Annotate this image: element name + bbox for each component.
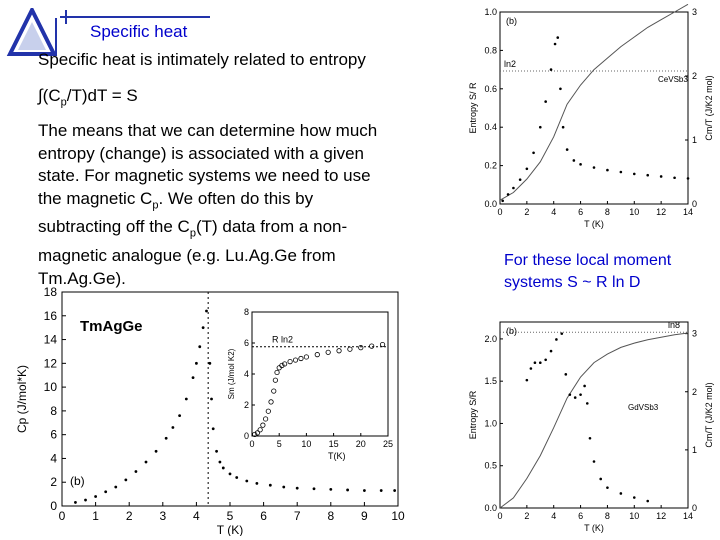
paragraph-line-2: entropy (change) is associated with a given <box>38 143 365 163</box>
note-line-1: For these local moment <box>504 252 672 269</box>
cm-over-t-point <box>534 361 537 364</box>
cp-point <box>202 326 205 329</box>
cm-over-t-point <box>539 361 542 364</box>
x-tick-label: 0 <box>497 207 503 217</box>
cm-over-t-point <box>544 100 547 103</box>
y-left-tick-label: 2.0 <box>484 333 497 344</box>
cm-over-t-point <box>620 171 623 174</box>
formula-subscript: p <box>60 96 67 109</box>
cp-point <box>393 489 396 492</box>
cm-over-t-point <box>573 159 576 162</box>
x-tick-label: 12 <box>656 511 667 521</box>
cm-over-t-point <box>555 338 558 341</box>
cevsb3-entropy-chart <box>462 4 718 236</box>
x-tick-label: 8 <box>604 511 610 521</box>
x-tick-label: 6 <box>578 511 584 521</box>
entropy-formula <box>38 86 138 108</box>
entropy-reference-label: ln8 <box>668 320 681 331</box>
cp-point <box>282 486 285 489</box>
slide-title: Specific heat <box>90 22 188 41</box>
y-tick-label: 0 <box>50 499 57 513</box>
cm-over-t-point <box>660 175 663 178</box>
cp-point <box>124 478 127 481</box>
cm-over-t-point <box>574 396 577 399</box>
cp-point <box>269 484 272 487</box>
inset-y-tick-label: 2 <box>243 400 249 410</box>
sample-label: CeVSb3 <box>658 75 688 84</box>
y-tick-label: 12 <box>43 356 57 371</box>
inset-y-tick-label: 4 <box>243 369 249 379</box>
cp-point <box>114 486 117 489</box>
entropy-curve <box>500 333 688 508</box>
cm-over-t-point <box>562 126 565 129</box>
y-right-tick-label: 0 <box>692 503 698 513</box>
cm-over-t-point <box>559 88 562 91</box>
cp-point <box>219 461 222 464</box>
x-tick-label: 6 <box>260 509 267 523</box>
cm-over-t-point <box>583 385 586 388</box>
cp-point <box>145 461 148 464</box>
p5-post: (T) data from a non- <box>195 217 348 237</box>
cm-over-t-point <box>646 174 649 177</box>
y-left-tick-label: 0.8 <box>484 45 497 56</box>
cm-over-t-point <box>633 173 636 176</box>
inset-x-tick-label: 5 <box>276 439 282 449</box>
x-tick-label: 3 <box>159 509 167 523</box>
p5-pre: subtracting off the C <box>38 217 190 237</box>
cm-over-t-point <box>569 393 572 396</box>
cm-over-t-point <box>593 166 596 169</box>
inset-x-tick-label: 0 <box>249 439 255 449</box>
cm-over-t-point <box>519 178 522 181</box>
plot-frame <box>500 12 688 204</box>
y-right-axis-label: Cm/T (J/K2 mol) <box>704 382 714 448</box>
y-left-axis-label: Entropy S/ R <box>468 82 478 134</box>
y-right-tick-label: 3 <box>692 7 698 17</box>
cm-over-t-point <box>556 36 559 39</box>
slide-subtitle: Specific heat is intimately related to entropy <box>38 50 366 69</box>
tmagge-specific-heat-chart <box>8 284 410 536</box>
cp-point <box>212 427 215 430</box>
cp-point <box>215 450 218 453</box>
y-right-axis-label: Cm/T (J/K2 mol) <box>704 75 714 141</box>
cm-over-t-point <box>606 169 609 172</box>
cm-over-t-point <box>550 68 553 71</box>
inset-y-tick-label: 8 <box>243 307 249 317</box>
x-tick-label: 9 <box>361 509 368 523</box>
inset-x-tick-label: 10 <box>301 439 312 449</box>
cp-point <box>313 487 316 490</box>
cm-over-t-point <box>687 177 690 180</box>
paragraph-line-5 <box>38 216 458 245</box>
y-right-tick-label: 1 <box>692 444 698 455</box>
inset-y-tick-label: 0 <box>243 431 249 441</box>
inset-x-tick-label: 20 <box>355 439 366 449</box>
x-tick-label: 10 <box>629 207 640 217</box>
cp-point <box>235 476 238 479</box>
x-tick-label: 2 <box>125 509 133 523</box>
cm-over-t-point <box>554 43 557 46</box>
cp-point <box>165 437 168 440</box>
cp-point <box>155 450 158 453</box>
paragraph-line-3: state. For magnetic systems we need to use <box>38 166 371 185</box>
cm-over-t-point <box>565 373 568 376</box>
y-right-tick-label: 0 <box>692 199 698 209</box>
paragraph-line-7: Tm.Ag.Ge). <box>38 268 126 288</box>
cp-point <box>208 362 211 365</box>
x-tick-label: 0 <box>497 511 503 521</box>
x-tick-label: 8 <box>604 207 610 217</box>
cm-over-t-point <box>526 379 529 382</box>
y-right-tick-label: 2 <box>692 71 698 81</box>
p4-pre: the magnetic C <box>38 188 153 208</box>
cm-over-t-point <box>593 460 596 463</box>
cp-point <box>195 362 198 365</box>
cp-point <box>222 467 225 470</box>
x-tick-label: 2 <box>524 207 530 217</box>
sample-label: TmAgGe <box>80 318 143 335</box>
entropy-curve <box>500 4 688 200</box>
paragraph-line-6: magnetic analogue (e.g. Lu.Ag.Ge from <box>38 246 336 266</box>
sample-label: GdVSb3 <box>628 403 659 412</box>
x-tick-label: 5 <box>226 509 234 523</box>
cp-point <box>205 310 208 313</box>
panel-label: (b) <box>506 16 517 26</box>
paragraph-line-4 <box>38 188 458 217</box>
inset-x-label: T(K) <box>328 451 346 461</box>
cm-over-t-point <box>599 478 602 481</box>
formula-part-1: ∫(C <box>38 86 61 105</box>
x-tick-label: 1 <box>92 509 99 523</box>
note-line-2: systems S ~ R ln D <box>504 274 641 291</box>
x-tick-label: 0 <box>58 509 66 523</box>
cp-point <box>94 495 97 498</box>
x-tick-label: 4 <box>551 207 557 217</box>
y-tick-label: 16 <box>43 308 57 323</box>
cm-over-t-point <box>532 152 535 155</box>
y-left-tick-label: 1.5 <box>484 376 497 387</box>
cp-point <box>84 499 87 502</box>
y-tick-label: 2 <box>50 475 57 490</box>
y-left-tick-label: 0.4 <box>484 122 497 133</box>
cp-point <box>229 473 232 476</box>
y-tick-label: 6 <box>50 427 57 442</box>
cp-point <box>363 489 366 492</box>
local-moment-note <box>504 250 671 294</box>
cm-over-t-point <box>526 168 529 171</box>
cp-point <box>74 501 77 504</box>
y-right-tick-label: 1 <box>692 135 698 145</box>
inset-y-label: Sm (J/mol K2) <box>227 348 236 400</box>
x-axis-label: T (K) <box>216 523 244 536</box>
cm-over-t-point <box>530 367 533 370</box>
cp-point <box>210 398 213 401</box>
x-axis-label: T (K) <box>584 219 604 229</box>
cm-over-t-point <box>673 176 676 179</box>
cp-point <box>255 482 258 485</box>
cm-over-t-point <box>544 358 547 361</box>
cm-over-t-point <box>507 193 510 196</box>
y-left-tick-label: 0.5 <box>484 460 497 471</box>
cp-point <box>380 489 383 492</box>
formula-part-2: /T)dT = S <box>66 86 138 105</box>
inset-x-tick-label: 25 <box>382 439 394 449</box>
cm-over-t-point <box>646 500 649 503</box>
entropy-reference-label: ln2 <box>504 58 517 69</box>
x-tick-label: 10 <box>391 509 405 523</box>
y-axis-label: Cp (J/mol*K) <box>15 364 29 434</box>
x-tick-label: 12 <box>656 207 667 217</box>
cm-over-t-point <box>579 393 582 396</box>
plot-frame <box>500 322 688 508</box>
x-tick-label: 4 <box>193 509 200 523</box>
cp-point <box>296 487 299 490</box>
cm-over-t-point <box>566 148 569 151</box>
cp-point <box>178 414 181 417</box>
body-paragraph <box>38 120 458 290</box>
y-right-tick-label: 2 <box>692 386 698 397</box>
cm-over-t-point <box>501 200 504 203</box>
cp-point <box>198 345 201 348</box>
cp-point <box>135 470 138 473</box>
cp-point <box>346 489 349 492</box>
cm-over-t-point <box>586 402 589 405</box>
y-tick-label: 8 <box>50 403 57 418</box>
x-tick-label: 7 <box>293 509 301 523</box>
cm-over-t-point <box>620 492 623 495</box>
cm-over-t-point <box>633 496 636 499</box>
paragraph-line-1: The means that we can determine how much <box>38 121 378 140</box>
x-tick-label: 14 <box>682 207 694 217</box>
cp-point <box>192 376 195 379</box>
cp-point <box>329 488 332 491</box>
cm-over-t-point <box>539 126 542 129</box>
y-left-tick-label: 0.0 <box>484 503 497 513</box>
y-left-tick-label: 0.2 <box>484 160 497 171</box>
p4-post: . We often do this by <box>158 188 314 208</box>
y-tick-label: 18 <box>43 285 57 299</box>
y-left-axis-label: Entropy S/R <box>468 390 478 440</box>
cm-over-t-point <box>512 187 515 190</box>
inset-y-tick-label: 6 <box>243 338 249 348</box>
y-left-tick-label: 1.0 <box>484 7 497 17</box>
cp-point <box>245 480 248 483</box>
y-tick-label: 10 <box>43 380 57 395</box>
p4-sub: p <box>152 198 159 211</box>
x-tick-label: 6 <box>578 207 584 217</box>
cp-point <box>185 398 188 401</box>
y-tick-label: 14 <box>43 332 57 347</box>
cm-over-t-point <box>589 437 592 440</box>
cm-over-t-point <box>550 350 553 353</box>
cp-point <box>104 490 107 493</box>
y-left-tick-label: 1.0 <box>484 418 497 429</box>
x-tick-label: 10 <box>629 511 640 521</box>
x-axis-label: T (K) <box>584 523 604 533</box>
inset-x-tick-label: 15 <box>328 439 339 449</box>
y-left-tick-label: 0.6 <box>484 83 497 94</box>
inset-rln2-label: R ln2 <box>272 334 294 345</box>
p5-sub: p <box>189 227 196 240</box>
y-left-tick-label: 0.0 <box>484 199 497 209</box>
x-tick-label: 2 <box>524 511 530 521</box>
inset-frame <box>252 312 388 436</box>
x-tick-label: 4 <box>551 511 557 521</box>
x-tick-label: 8 <box>327 509 335 523</box>
cm-over-t-point <box>579 163 582 166</box>
y-tick-label: 4 <box>50 451 57 466</box>
gdvsb3-entropy-chart <box>462 312 718 538</box>
panel-label: (b) <box>70 474 85 488</box>
y-right-tick-label: 3 <box>692 328 698 339</box>
cp-point <box>171 426 174 429</box>
x-tick-label: 14 <box>682 511 694 521</box>
panel-label: (b) <box>506 326 517 336</box>
cm-over-t-point <box>560 332 563 335</box>
cm-over-t-point <box>606 486 609 489</box>
